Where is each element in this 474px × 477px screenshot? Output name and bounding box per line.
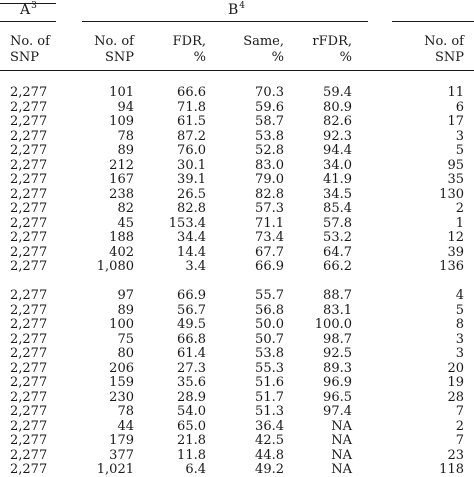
same-cell: 51.3 [255,404,284,419]
table-row [0,159,474,173]
rfdr-cell: 94.4 [323,143,352,158]
a-snp-cell: 2,277 [10,85,48,100]
col-header-same: Same, % [243,34,284,65]
table-row [0,362,474,376]
table-row [0,420,474,434]
table-row [0,101,474,115]
b-snp-cell: 1,080 [96,259,134,274]
same-cell: 70.3 [255,85,284,100]
c-snp-cell: 19 [447,375,464,390]
fdr-cell: 82.8 [177,201,206,216]
c-snp-cell: 118 [439,462,464,477]
fdr-cell: 66.9 [177,288,206,303]
c-snp-cell: 8 [455,317,464,332]
b-snp-cell: 97 [117,288,134,303]
b-snp-cell: 45 [117,215,134,231]
a-snp-cell: 2,277 [10,389,48,405]
c-snp-cell: 5 [455,143,464,158]
same-cell: 50.0 [255,317,284,332]
c-snp-cell: 2 [455,418,464,434]
rfdr-cell: 53.2 [323,230,352,245]
c-snp-cell: 35 [447,172,464,187]
fdr-cell: 30.1 [177,157,206,173]
b-snp-cell: 101 [109,85,134,100]
a-snp-cell: 2,277 [10,288,48,303]
a-snp-cell: 2,277 [10,302,48,318]
table-row [0,449,474,463]
c-snp-cell: 3 [455,346,464,361]
fdr-cell: 153.4 [168,215,206,231]
c-snp-cell: 1 [455,215,464,231]
a-snp-cell: 2,277 [10,375,48,390]
table-row [0,289,474,303]
rfdr-cell: 41.9 [323,172,352,187]
group-b-label: B [228,2,239,18]
group-a-label: A [20,2,31,18]
rfdr-cell: 89.3 [323,360,352,376]
b-snp-cell: 44 [117,418,134,434]
a-snp-cell: 2,277 [10,172,48,187]
rfdr-cell: NA [331,462,352,477]
rfdr-cell: NA [331,433,352,448]
a-snp-cell: 2,277 [10,186,48,202]
col-header-rfdr: rFDR, % [312,34,352,65]
rfdr-cell: 96.9 [323,375,352,390]
rfdr-cell: 97.4 [323,404,352,419]
b-snp-cell: 94 [117,99,134,115]
rfdr-cell: 80.9 [323,99,352,115]
same-cell: 58.7 [255,114,284,129]
b-snp-cell: 159 [109,375,134,390]
same-cell: 52.8 [255,143,284,158]
fdr-cell: 66.6 [177,85,206,100]
same-cell: 79.0 [255,172,284,187]
c-snp-cell: 6 [455,99,464,115]
rfdr-cell: 82.6 [323,114,352,129]
same-cell: 55.3 [255,360,284,376]
fdr-cell: 6.4 [185,462,206,477]
b-snp-cell: 167 [109,172,134,187]
same-cell: 73.4 [255,230,284,245]
same-cell: 53.8 [255,128,284,144]
group-header-a [20,3,37,17]
c-snp-cell: 23 [447,447,464,463]
table-row [0,202,474,216]
fdr-cell: 26.5 [177,186,206,202]
table-row [0,260,474,274]
b-snp-cell: 82 [117,201,134,216]
same-cell: 36.4 [255,418,284,434]
fdr-cell: 65.0 [177,418,206,434]
a-snp-cell: 2,277 [10,404,48,419]
a-snp-cell: 2,277 [10,114,48,129]
same-cell: 42.5 [255,433,284,448]
b-snp-cell: 89 [117,302,134,318]
fdr-cell: 61.5 [177,114,206,129]
same-cell: 53.8 [255,346,284,361]
same-cell: 66.9 [255,259,284,274]
same-cell: 56.8 [255,302,284,318]
a-snp-cell: 2,277 [10,317,48,332]
b-snp-cell: 1,021 [96,462,134,477]
table-row [0,217,474,231]
c-snp-cell: 2 [455,201,464,216]
rfdr-cell: 34.5 [323,186,352,202]
col-header-b-snp: No. of SNP [94,34,134,65]
a-snp-cell: 2,277 [10,244,48,260]
same-cell: 57.3 [255,201,284,216]
b-snp-cell: 109 [109,114,134,129]
group-header-b [228,3,245,17]
c-snp-cell: 39 [447,244,464,260]
c-snp-cell: 130 [439,186,464,202]
fdr-cell: 27.3 [177,360,206,376]
b-snp-cell: 402 [109,244,134,260]
table-row [0,173,474,187]
table-row [0,318,474,332]
b-snp-cell: 377 [109,447,134,463]
rfdr-cell: 34.0 [323,157,352,173]
a-snp-cell: 2,277 [10,230,48,245]
spanner-rule-b [82,21,368,22]
rfdr-cell: 98.7 [323,331,352,347]
c-snp-cell: 136 [439,259,464,274]
table-row [0,86,474,100]
same-cell: 49.2 [255,462,284,477]
group-b-footnote: 4 [239,1,246,11]
fdr-cell: 14.4 [177,244,206,260]
col-header-a-snp: No. of SNP [10,34,50,65]
table-row [0,434,474,448]
b-snp-cell: 188 [109,230,134,245]
c-snp-cell: 28 [447,389,464,405]
table-row [0,347,474,361]
same-cell: 82.8 [255,186,284,202]
fdr-cell: 76.0 [177,143,206,158]
spanner-rule-c [392,21,474,22]
fdr-cell: 71.8 [177,99,206,115]
table-row [0,376,474,390]
b-snp-cell: 89 [117,143,134,158]
table-row [0,391,474,405]
fdr-cell: 49.5 [177,317,206,332]
header-bottom-rule [0,70,474,71]
table-row [0,231,474,245]
c-snp-cell: 3 [455,128,464,144]
b-snp-cell: 179 [109,433,134,448]
table-row [0,188,474,202]
c-snp-cell: 3 [455,331,464,347]
table-row [0,130,474,144]
b-snp-cell: 206 [109,360,134,376]
group-a-footnote: 3 [31,1,37,11]
c-snp-cell: 7 [455,433,464,448]
same-cell: 44.8 [255,447,284,463]
rfdr-cell: 66.2 [323,259,352,274]
fdr-cell: 56.7 [177,302,206,318]
table-row [0,115,474,129]
col-header-c-snp: No. of SNP [424,34,464,65]
c-snp-cell: 12 [447,230,464,245]
a-snp-cell: 2,277 [10,360,48,376]
a-snp-cell: 2,277 [10,462,48,477]
b-snp-cell: 80 [117,346,134,361]
b-snp-cell: 230 [109,389,134,405]
table-row [0,463,474,477]
c-snp-cell: 4 [455,288,464,303]
rfdr-cell: NA [331,447,352,463]
b-snp-cell: 100 [109,317,134,332]
b-snp-cell: 78 [117,128,134,144]
table-row [0,333,474,347]
rfdr-cell: 88.7 [323,288,352,303]
fdr-cell: 54.0 [177,404,206,419]
fdr-cell: 28.9 [177,389,206,405]
rfdr-cell: 96.5 [323,389,352,405]
a-snp-cell: 2,277 [10,331,48,347]
same-cell: 59.6 [255,99,284,115]
fdr-cell: 34.4 [177,230,206,245]
fdr-cell: 39.1 [177,172,206,187]
a-snp-cell: 2,277 [10,259,48,274]
table-row [0,144,474,158]
rfdr-cell: 57.8 [323,215,352,231]
table-row [0,304,474,318]
fdr-cell: 61.4 [177,346,206,361]
a-snp-cell: 2,277 [10,99,48,115]
rfdr-cell: 92.5 [323,346,352,361]
b-snp-cell: 238 [109,186,134,202]
a-snp-cell: 2,277 [10,201,48,216]
table-row [0,405,474,419]
same-cell: 51.7 [255,389,284,405]
a-snp-cell: 2,277 [10,128,48,144]
a-snp-cell: 2,277 [10,215,48,231]
rfdr-cell: 100.0 [314,317,352,332]
same-cell: 83.0 [255,157,284,173]
a-snp-cell: 2,277 [10,447,48,463]
same-cell: 55.7 [255,288,284,303]
a-snp-cell: 2,277 [10,157,48,173]
same-cell: 51.6 [255,375,284,390]
rfdr-cell: 92.3 [323,128,352,144]
table-row [0,246,474,260]
rfdr-cell: 85.4 [323,201,352,216]
fdr-cell: 11.8 [177,447,206,463]
rfdr-cell: 83.1 [323,302,352,318]
c-snp-cell: 95 [447,157,464,173]
rfdr-cell: 59.4 [323,85,352,100]
same-cell: 67.7 [255,244,284,260]
c-snp-cell: 17 [447,114,464,129]
c-snp-cell: 11 [447,85,464,100]
b-snp-cell: 212 [109,157,134,173]
c-snp-cell: 20 [447,360,464,376]
a-snp-cell: 2,277 [10,433,48,448]
fdr-cell: 21.8 [177,433,206,448]
a-snp-cell: 2,277 [10,346,48,361]
spanner-rule-a [0,21,56,22]
rfdr-cell: NA [331,418,352,434]
fdr-cell: 35.6 [177,375,206,390]
c-snp-cell: 5 [455,302,464,318]
same-cell: 71.1 [255,215,284,231]
a-snp-cell: 2,277 [10,143,48,158]
fdr-cell: 87.2 [177,128,206,144]
c-snp-cell: 7 [455,404,464,419]
same-cell: 50.7 [255,331,284,347]
b-snp-cell: 75 [117,331,134,347]
col-header-fdr: FDR, % [172,34,206,65]
b-snp-cell: 78 [117,404,134,419]
rfdr-cell: 64.7 [323,244,352,260]
a-snp-cell: 2,277 [10,418,48,434]
fdr-cell: 3.4 [185,259,206,274]
fdr-cell: 66.8 [177,331,206,347]
